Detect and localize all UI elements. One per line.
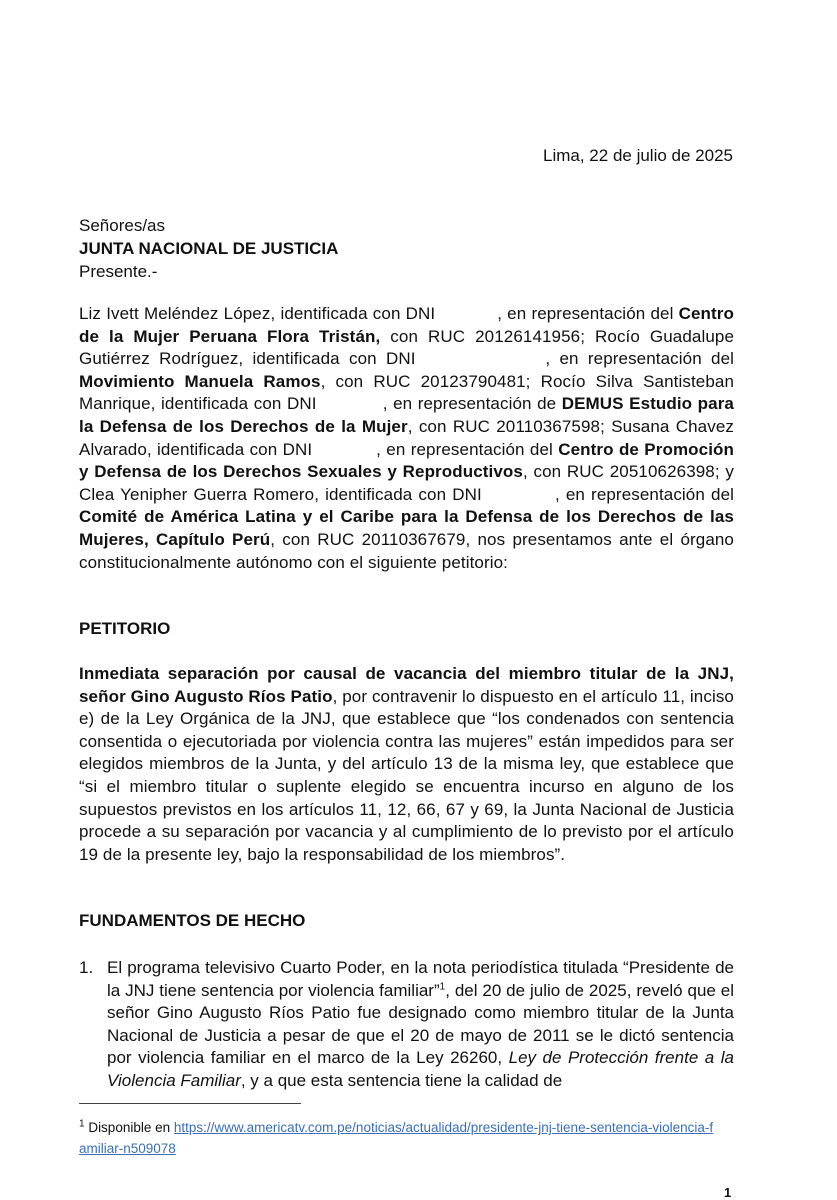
intro-text: , con RUC 20123790481; Rocío Silva Santisteban Manrique, identificada con DNI [79,371,734,414]
footnote-divider [79,1103,301,1104]
organization-name: Movimiento Manuela Ramos [79,371,321,391]
letter-date: Lima, 22 de julio de 2025 [543,146,733,165]
intro-text: , en representación del [497,304,679,323]
footnote-reference[interactable]: 1 [439,980,446,992]
petitorio-request: Inmediata separación por causal de vacancia del miembro titular de la JNJ, señor Gino Augusto Ríos Patio [79,664,734,706]
intro-text: , en representación del [554,484,734,504]
redacted-dni [435,304,497,323]
intro-text: , con RUC 20110367598; Susana Chavez Alvarado, identificada con DNI [79,416,734,459]
recipient-organization: JUNTA NACIONAL DE JUSTICIA [79,239,339,258]
law-title: Ley de Protección frente a la Violencia Familiar [107,1048,734,1090]
organization-name: Comité de América Latina y el Caribe para la Defensa de los Derechos de las Mujeres, Capítulo Perú [79,507,734,549]
footnote-link[interactable]: https://www.americatv.com.pe/noticias/actualidad/presidente-jnj-tiene-sentencia-violencia-familiar-n509078 [79,1120,714,1156]
salutation: Señores/as [79,216,165,235]
list-item-body [107,957,734,1093]
page-number: 1 [724,1185,732,1200]
intro-text: con RUC 20126141956; Rocío Guadalupe Gutiérrez Rodríguez, identificada con DNI [79,326,735,369]
petitorio-text: , por contravenir lo dispuesto en el artículo 11, inciso e) de la Ley Orgánica de la JNJ, que establece que “los condenados con sentencia consentida o ejecutoriada por violencia contra las mujeres” están impedidos para ser elegidos miembros de la Junta, y del artículo 13 de la misma ley, que establece que “si el miembro titular o suplente elegido se encuentra incurso en alguno de los supuestos previstos en los artículos 11, 12, 66, 67 y 69, la Junta Nacional de Justicia procede a su separación por vacancia y al cumplimiento de lo previsto por el artículo 19 de la presente ley, bajo la responsabilidad de los miembros”. [79,686,734,864]
redacted-dni [416,349,546,368]
petitorio-heading: PETITORIO [79,619,171,638]
item-text: , del 20 de julio de 2025, reveló que el señor Gino Augusto Ríos Patio fue designado como miembro titular de la Junta Nacional de Justicia a pesar de que el 20 de mayo de 2011 se le dictó sentencia por violencia familiar en el marco de la Ley 26260, [107,980,734,1068]
redacted-dni [317,394,383,413]
redacted-dni [312,440,376,459]
intro-text: , en representación de [382,394,562,414]
item-text: El programa televisivo Cuarto Poder, en la nota periodística titulada “Presidente de la JNJ tiene sentencia por violencia familiar” [107,958,734,1000]
organization-name: DEMUS Estudio para la Defensa de los Derechos de la Mujer [79,394,734,436]
organization-name: Centro de Promoción y Defensa de los Derechos Sexuales y Reproductivos [79,439,734,482]
item-text: , y a que esta sentencia tiene la calidad de [240,1070,563,1090]
redacted-dni [482,485,555,504]
petitorio-paragraph [79,663,734,866]
footnote [79,1117,719,1159]
intro-paragraph [79,303,734,574]
organization-name: Centro de la Mujer Peruana Flora Tristán, [79,304,734,346]
list-item [79,957,734,1093]
intro-text: , en representación del [545,349,735,369]
intro-text: Liz Ivett Meléndez López, identificada con DNI [79,304,436,323]
fundamentos-heading: FUNDAMENTOS DE HECHO [79,911,306,930]
list-item-number: 1. [79,958,94,977]
footnote-prefix: Disponible en [84,1120,174,1135]
addressee-block [79,214,739,283]
intro-text: , con RUC 20110367679, nos presentamos ante el órgano constitucionalmente autónomo con el siguiente petitorio: [79,529,734,572]
footnote-number: 1 [79,1118,85,1130]
closing-line: Presente.- [79,262,158,281]
intro-text: , con RUC 20510626398; y Clea Yenipher Guerra Romero, identificada con DNI [79,462,734,504]
intro-text: , en representación del [376,439,559,459]
